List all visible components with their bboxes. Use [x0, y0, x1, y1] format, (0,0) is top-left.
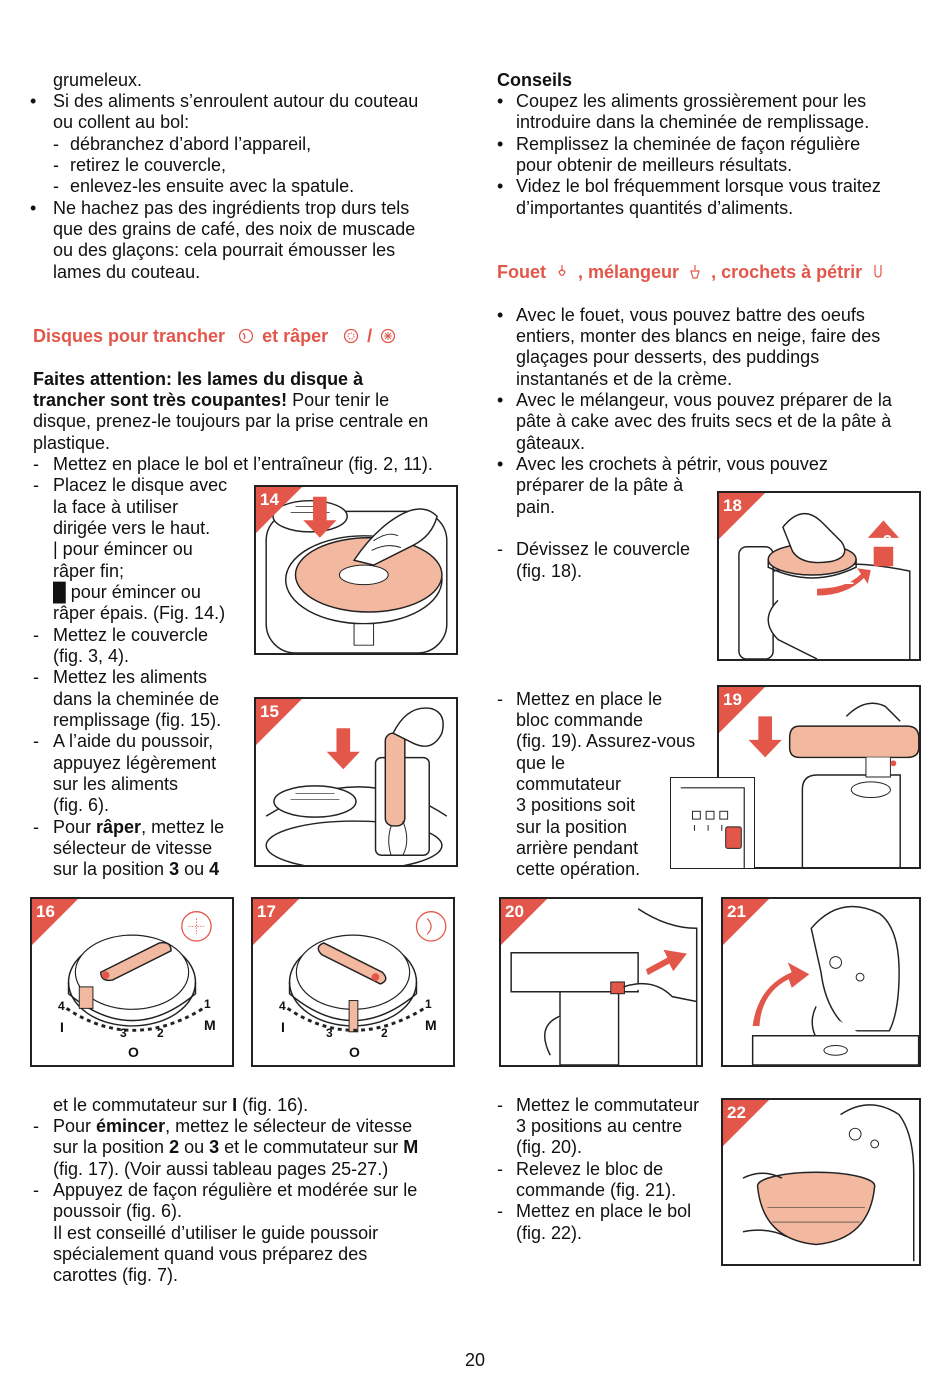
figure-number: 20 [505, 902, 524, 921]
page-number: 20 [464, 1350, 486, 1370]
text-line: Videz le bol fréquemment lorsque vous traitez [516, 176, 881, 196]
figure-number: 21 [727, 902, 746, 921]
text-bold: 3 [209, 1137, 220, 1157]
text-line: dirigée vers le haut. [53, 518, 211, 538]
text-line: (fig. 19). Assurez-vous [516, 731, 696, 751]
text-line: préparer de la pâte à [516, 475, 684, 495]
dial-label: O [349, 1044, 360, 1060]
warning-line: Faites attention: les lames du disque à [33, 369, 364, 389]
warning-bold: trancher sont très coupantes! [33, 390, 288, 410]
text-line: sur la position [516, 817, 628, 837]
dash: - [497, 539, 503, 559]
text-line: plastique. [33, 433, 111, 453]
heading-part: Fouet [497, 262, 546, 282]
text-line: grumeleux. [53, 70, 143, 90]
text-line: | pour émincer ou [53, 539, 193, 559]
text-line: spécialement quand vous préparez des [53, 1244, 368, 1264]
text-line: Mettez en place le bol [516, 1201, 692, 1221]
section-heading-discs [33, 325, 399, 347]
dial-label: I [281, 1019, 285, 1035]
figure-number: 17 [257, 902, 276, 921]
dial-label: 1 [204, 997, 211, 1011]
bullet: • [30, 91, 37, 111]
arrow-number: 1 [845, 571, 854, 588]
figure-number: 22 [727, 1103, 746, 1122]
dash: - [497, 689, 503, 709]
text-line: poussoir (fig. 6). [53, 1201, 183, 1221]
dial-label: 3 [120, 1026, 127, 1040]
dash: - [33, 1180, 39, 1200]
dash: - [497, 1201, 503, 1221]
text-line: râper épais. (Fig. 14.) [53, 603, 226, 623]
figure-number-badge [32, 899, 78, 945]
text-line: Avec le fouet, vous pouvez battre des oeufs [516, 305, 865, 325]
text-line: Mettez le commutateur [516, 1095, 700, 1115]
text-part: , mettez le sélecteur de vitesse [165, 1116, 413, 1136]
text-line: sélecteur de vitesse [53, 838, 213, 858]
text-line: Si des aliments s’enroulent autour du couteau [53, 91, 419, 111]
text-part: sur la position [53, 859, 170, 879]
text-part: , mettez le [141, 817, 225, 837]
grating-disc-coarse-icon [380, 328, 396, 344]
text-part: ou [179, 859, 210, 879]
text-bold: râper [96, 817, 142, 837]
text-line: d’importantes quantités d’aliments. [516, 198, 794, 218]
text-line: bloc commande [516, 710, 644, 730]
text-line: Mettez les aliments [53, 667, 208, 687]
text-line [53, 859, 219, 880]
text-line: (fig. 6). [53, 795, 110, 815]
text-line: Relevez le bloc de [516, 1159, 664, 1179]
text-line: cette opération. [516, 859, 641, 879]
grating-disc-fine-icon [343, 328, 359, 344]
text-line: A l’aide du poussoir, [53, 731, 214, 751]
text-line: introduire dans la cheminée de remplissage. [516, 112, 870, 132]
text-part: et le commutateur sur [219, 1137, 404, 1157]
text-line: carottes (fig. 7). [53, 1265, 179, 1285]
text-part: (fig. 16). [237, 1095, 309, 1115]
arrow-number: 2 [883, 533, 892, 550]
figure-19-inset-illustration [671, 778, 754, 868]
text-part: et le commutateur sur [53, 1095, 233, 1115]
heading-part: Disques pour trancher [33, 326, 226, 346]
figure-16-speed-selector [30, 897, 234, 1067]
heading-part: / [367, 326, 373, 346]
text-bold: 3 [169, 859, 180, 879]
bullet: • [30, 198, 37, 218]
figure-number-badge [719, 687, 765, 733]
text-part: Pour [53, 1116, 97, 1136]
dash: - [33, 454, 39, 474]
text-bold: 2 [169, 1137, 180, 1157]
bullet: • [497, 390, 504, 410]
text-line: Placez le disque avec [53, 475, 228, 495]
dial-label: 3 [326, 1026, 333, 1040]
text-line: commande (fig. 21). [516, 1180, 677, 1200]
text-line: Avec les crochets à pétrir, vous pouvez [516, 454, 828, 474]
text-line: gâteaux. [516, 433, 586, 453]
figure-15-filling-tube [254, 697, 458, 867]
text-line: sur les aliments [53, 774, 179, 794]
beater-icon [687, 264, 703, 280]
text-bold: I [232, 1095, 238, 1115]
bullet: • [497, 305, 504, 325]
figure-number-badge [501, 899, 547, 945]
tips-heading: Conseils [497, 70, 573, 90]
text-line: Il est conseillé d’utiliser le guide poussoir [53, 1223, 379, 1243]
text-part: ou [179, 1137, 210, 1157]
figure-number-badge [723, 1100, 769, 1146]
figure-number-badge [256, 487, 302, 533]
section-heading-whisk [497, 261, 889, 283]
text-line: que le [516, 753, 566, 773]
figure-number-badge [723, 899, 769, 945]
text-line: (fig. 17). (Voir aussi tableau pages 25-27.) [53, 1159, 389, 1179]
text-line: pâte à cake avec des fruits secs et de la pâte à [516, 411, 892, 431]
text-line [53, 1116, 412, 1137]
dash: - [497, 1095, 503, 1115]
text-line: retirez le couvercle, [70, 155, 227, 175]
text-line: █ pour émincer ou [53, 582, 201, 602]
text-line [53, 1137, 418, 1158]
dial-label: 4 [58, 999, 65, 1013]
heading-part: , crochets à pétrir [711, 262, 863, 282]
whisk-icon [554, 264, 570, 280]
text-line: Mettez le couvercle [53, 625, 209, 645]
text-line: appuyez légèrement [53, 753, 217, 773]
text-line: ou collent au bol: [53, 112, 190, 132]
dash: - [33, 817, 39, 837]
text-line: instantanés et de la crème. [516, 369, 733, 389]
dash: - [53, 176, 59, 196]
text-line: la face à utiliser [53, 497, 179, 517]
text-line: (fig. 3, 4). [53, 646, 130, 666]
text-line: râper fin; [53, 561, 125, 581]
figure-20-switch-center [499, 897, 703, 1067]
text-line: Coupez les aliments grossièrement pour les [516, 91, 867, 111]
text-line: 3 positions soit [516, 795, 636, 815]
dash: - [33, 625, 39, 645]
text-line: (fig. 18). [516, 561, 583, 581]
figure-19-inset-switch [670, 777, 755, 869]
dough-hook-icon [870, 264, 886, 280]
slicing-disc-icon [238, 328, 254, 344]
figure-number-badge [719, 493, 765, 539]
figure-18-unscrew-lid [717, 491, 921, 661]
warning-line [33, 390, 389, 411]
dash: - [53, 155, 59, 175]
text-part: Pour [53, 817, 97, 837]
heading-part: et râper [262, 326, 329, 346]
warning-text: Pour tenir le [287, 390, 390, 410]
text-line: (fig. 22). [516, 1223, 583, 1243]
bullet: • [497, 176, 504, 196]
dial-label: 2 [381, 1026, 388, 1040]
bullet: • [497, 454, 504, 474]
text-line: pain. [516, 497, 556, 517]
text-bold: 4 [209, 859, 220, 879]
heading-part: , mélangeur [578, 262, 680, 282]
text-line: (fig. 20). [516, 1137, 583, 1157]
figure-number-badge [256, 699, 302, 745]
text-line: pour obtenir de meilleurs résultats. [516, 155, 793, 175]
figure-number: 19 [723, 690, 742, 709]
text-line: Avec le mélangeur, vous pouvez préparer de la [516, 390, 892, 410]
dial-label: 4 [279, 999, 286, 1013]
figure-number: 18 [723, 496, 742, 515]
figure-number-badge [253, 899, 299, 945]
text-line: Mettez en place le bol et l’entraîneur (fig. 2, 11). [53, 454, 433, 474]
dash: - [53, 134, 59, 154]
text-line: Remplissez la cheminée de façon régulière [516, 134, 861, 154]
text-line: Ne hachez pas des ingrédients trop durs tels [53, 198, 410, 218]
dial-label: M [425, 1017, 437, 1033]
dash: - [33, 1116, 39, 1136]
text-part: sur la position [53, 1137, 170, 1157]
text-line: arrière pendant [516, 838, 639, 858]
bullet: • [497, 134, 504, 154]
text-line: commutateur [516, 774, 622, 794]
dash: - [497, 1159, 503, 1179]
dash: - [33, 667, 39, 687]
text-bold: émincer [96, 1116, 166, 1136]
text-line: Appuyez de façon régulière et modérée sur le [53, 1180, 418, 1200]
text-line: enlevez-les ensuite avec la spatule. [70, 176, 355, 196]
figure-number: 15 [260, 702, 279, 721]
text-line: entiers, monter des blancs en neige, faire des [516, 326, 881, 346]
figure-17-speed-selector [251, 897, 455, 1067]
dial-label: I [60, 1019, 64, 1035]
text-line [53, 817, 224, 838]
text-line: ou des glaçons: cela pourrait émousser les [53, 240, 396, 260]
text-line: lames du couteau. [53, 262, 201, 282]
figure-number: 16 [36, 902, 55, 921]
figure-21-raise-block [721, 897, 921, 1067]
text-bold: M [403, 1137, 419, 1157]
text-line: disque, prenez-le toujours par la prise centrale en [33, 411, 429, 431]
text-line: Dévissez le couvercle [516, 539, 691, 559]
text-line: Mettez en place le [516, 689, 663, 709]
text-line: débranchez d’abord l’appareil, [70, 134, 312, 154]
dial-label: O [128, 1044, 139, 1060]
text-line: 3 positions au centre [516, 1116, 683, 1136]
figure-number: 14 [260, 490, 279, 509]
figure-22-place-bowl [721, 1098, 921, 1266]
dash: - [33, 475, 39, 495]
text-line: dans la cheminée de [53, 689, 220, 709]
dial-label: M [204, 1017, 216, 1033]
text-line: que des grains de café, des noix de muscade [53, 219, 416, 239]
text-line [53, 1095, 308, 1116]
text-line: glaçages pour desserts, des puddings [516, 347, 820, 367]
dash: - [33, 731, 39, 751]
figure-14-disc-placement [254, 485, 458, 655]
text-line: remplissage (fig. 15). [53, 710, 222, 730]
dial-label: 2 [157, 1026, 164, 1040]
dial-label: 1 [425, 997, 432, 1011]
bullet: • [497, 91, 504, 111]
